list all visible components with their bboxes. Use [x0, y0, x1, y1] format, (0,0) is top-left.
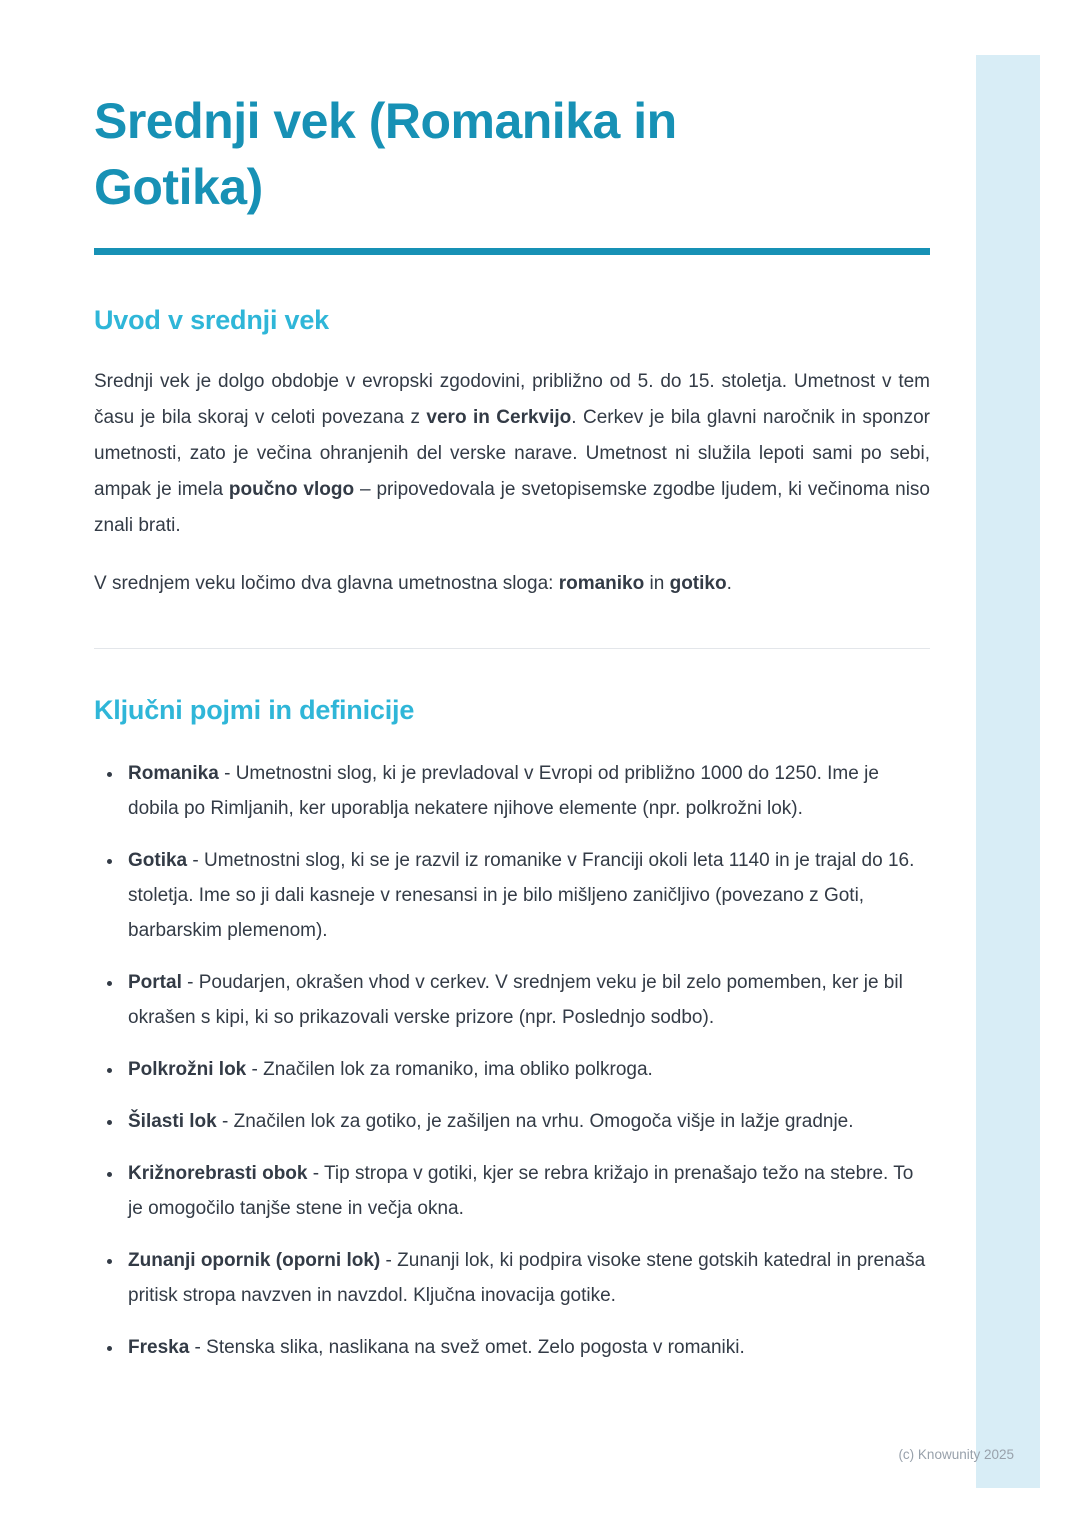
term-name: Freska [128, 1337, 190, 1358]
term-name: Šilasti lok [128, 1111, 217, 1132]
term-name: Polkrožni lok [128, 1059, 247, 1080]
term-item [124, 1243, 930, 1313]
intro-paragraph-2: V srednjem veku ločimo dva glavna umetnostna sloga: romaniko in gotiko. [94, 573, 732, 594]
section-heading-terms: Ključni pojmi in definicije [94, 695, 415, 725]
term-name: Zunanji opornik (oporni lok) [128, 1250, 381, 1271]
term-definition: - Zunanji lok, ki podpira visoke stene gotskih katedral in prenaša pritisk stropa navzven in navzdol. Ključna inovacija gotike. [128, 1250, 926, 1306]
section-divider [94, 648, 930, 649]
term-definition: - Poudarjen, okrašen vhod v cerkev. V srednjem veku je bil zelo pomemben, ker je bil okrašen s kipi, ki so prikazovali verske prizore (npr. Poslednjo sodbo). [128, 972, 903, 1028]
term-definition: - Tip stropa v gotiki, kjer se rebra križajo in prenašajo težo na stebre. To je omogočilo tanjše stene in večja okna. [128, 1163, 914, 1219]
term-item [124, 843, 930, 948]
copyright-footer: (c) Knowunity 2025 [898, 1447, 1014, 1462]
terms-list [94, 756, 930, 1365]
term-definition: - Umetnostni slog, ki se je razvil iz romanike v Franciji okoli leta 1140 in je trajal do 16. stoletja. Ime so ji dali kasneje v renesansi in je bilo mišljeno zaničljivo (povezano z Goti, barbarskim plemenom). [128, 850, 915, 941]
term-name: Romanika [128, 763, 219, 784]
right-accent-stripe [976, 55, 1040, 1488]
term-name: Portal [128, 972, 182, 993]
title-rule [94, 248, 930, 255]
term-item [124, 1052, 930, 1087]
term-definition: - Značilen lok za romaniko, ima obliko polkroga. [246, 1059, 653, 1080]
term-item [124, 1104, 930, 1139]
intro-paragraph-1: Srednji vek je dolgo obdobje v evropski zgodovini, približno od 5. do 15. stoletja. Umetnost v tem času je bila skoraj v celoti povezana z vero in Cerkvijo. Cerkev je bila glavni naročnik in sponzor umetnosti, zato je večina ohranjenih del verske narave. Umetnost ni služila lepoti sami po sebi, ampak je imela poučno vlogo – pripovedovala je svetopisemske zgodbe ljudem, ki večinoma niso znali brati. [94, 371, 931, 536]
term-item [124, 1156, 930, 1226]
term-definition: - Značilen lok za gotiko, je zašiljen na vrhu. Omogoča višje in lažje gradnje. [216, 1111, 854, 1132]
term-item [124, 756, 930, 826]
section-terms [94, 695, 930, 1365]
term-name: Gotika [128, 850, 188, 871]
term-item [124, 965, 930, 1035]
term-item [124, 1330, 930, 1365]
term-definition: - Stenska slika, naslikana na svež omet. Zelo pogosta v romaniki. [189, 1337, 745, 1358]
section-heading-intro: Uvod v srednji vek [94, 305, 329, 335]
term-name: Križnorebrasti obok [128, 1163, 308, 1184]
document-content [94, 88, 930, 1382]
term-definition: - Umetnostni slog, ki je prevladoval v Evropi od približno 1000 do 1250. Ime je dobila po Rimljanih, ker uporablja nekatere njihove elemente (npr. polkrožni lok). [128, 763, 879, 819]
page-title: Srednji vek (Romanika in Gotika) [94, 93, 677, 215]
section-intro [94, 305, 930, 602]
